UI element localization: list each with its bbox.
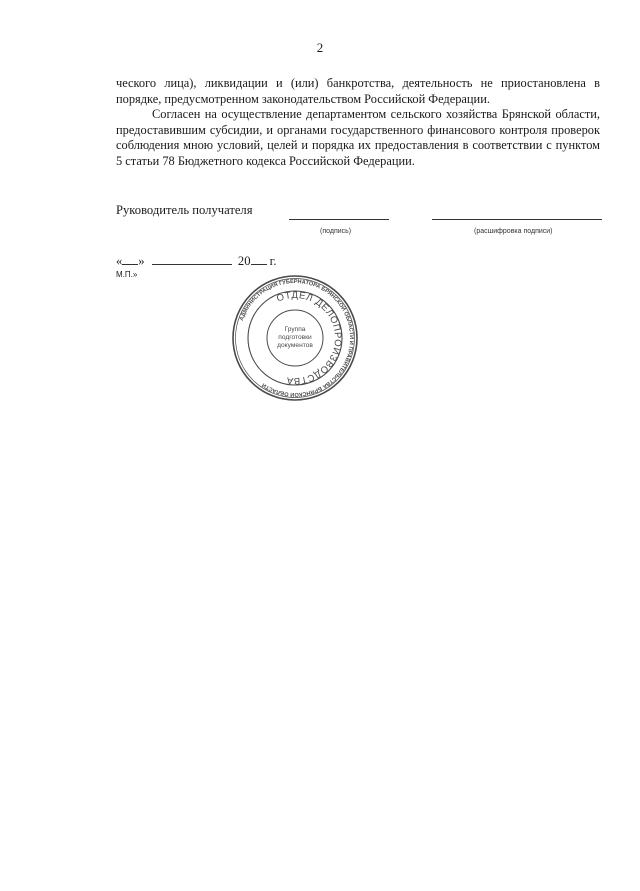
signature-line — [289, 219, 389, 220]
signer-title: Руководитель получателя — [116, 203, 253, 217]
day-blank — [122, 254, 138, 265]
seal-center-line-1: Группа — [284, 326, 306, 333]
date-field — [116, 254, 277, 269]
month-blank — [152, 254, 232, 265]
page-number: 2 — [316, 40, 324, 55]
document-body — [116, 76, 600, 170]
year-suffix: г. — [269, 254, 277, 268]
seal-middle-text: ОТДЕЛ ДЕЛОПРОИЗВОДСТВА — [275, 289, 344, 387]
signature-decode-line — [432, 219, 602, 220]
paragraph-continuation: ческого лица), ликвидации и (или) банкротства, деятельность не приостановлена в порядке, предусмотренном законодательством Российской Федерации. — [116, 76, 600, 106]
seal-center-line-2: подготовки — [278, 334, 312, 341]
signature-decode-caption: (расшифровка подписи) — [474, 228, 553, 235]
seal-center-line-3: документов — [277, 342, 313, 349]
seal-outer-text: АДМИНИСТРАЦИЯ ГУБЕРНАТОРА БРЯНСКОЙ ОБЛАСТИ И ПРАВИТЕЛЬСТВА БРЯНСКОЙ ОБЛАСТИ — [238, 278, 355, 398]
date-close-quote: » — [138, 254, 145, 268]
year-blank — [251, 254, 267, 265]
paragraph-consent: Согласен на осуществление департаментом сельского хозяйства Брянской области, предоставившим субсидии, и органами государственного финансового контроля проверок соблюдения мною условий, целей и порядка их предоставления в соответствии с пунктом 5 статьи 78 Бюджетного кодекса Российской Федерации. — [116, 107, 600, 168]
official-seal-stamp — [231, 274, 359, 402]
year-prefix: 20 — [237, 254, 251, 268]
signature-caption: (подпись) — [320, 228, 352, 235]
date-open-quote: « — [116, 254, 123, 268]
seal-place-label: М.П.» — [116, 270, 138, 279]
